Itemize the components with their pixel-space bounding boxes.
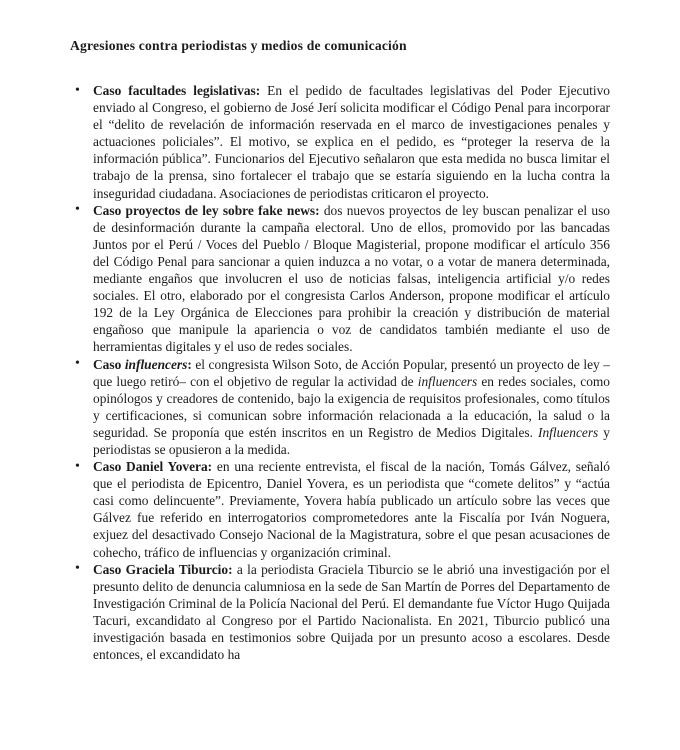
bullet-item xyxy=(70,82,610,202)
case-label: influencers xyxy=(124,356,188,372)
body-text: y periodistas se opusieron a la medida. xyxy=(93,424,611,457)
body-text: influencers xyxy=(417,373,478,389)
bullet-item xyxy=(70,561,610,664)
case-label: Caso Daniel Yovera: xyxy=(93,459,213,475)
body-text: el congresista Wilson Soto, de Acción Popular, presentó un proyecto de ley –que luego retiró– con el objetivo de regular la actividad de xyxy=(93,356,610,389)
case-label: : xyxy=(187,356,192,372)
body-text: Influencers xyxy=(538,424,599,440)
body-text: En el pedido de facultades legislativas del Poder Ejecutivo enviado al Congreso, el gobierno de José Jerí solicita modificar el Código Penal para incorporar el “delito de revelación de información reservada en el marco de investigaciones penales y actuaciones policiales”. El motivo, se explica en el pedido, es “proteger la reserva de la información pública”. Funcionarios del Ejecutivo señalaron que esta medida no busca limitar el trabajo de la prensa, sino fortalecer el trabajo que se estaría siguiendo en la lucha contra la inseguridad ciudadana. Asociaciones de periodistas criticaron el proyecto. xyxy=(93,83,610,201)
bullet-item xyxy=(70,202,610,356)
case-label: Caso xyxy=(93,356,125,372)
bullet-item xyxy=(70,458,610,561)
case-label: Caso facultades legislativas: xyxy=(93,83,261,98)
body-text: en una reciente entrevista, el fiscal de la nación, Tomás Gálvez, señaló que el periodista de Epicentro, Daniel Yovera, es un periodista que “comete delitos” y “actúa casi como delincuente”. Previamente, Yovera había publicado un artículo sobre las veces que Gálvez fue referido en interrogatorios comprometedores ante la Fiscalía por Iván Noguera, exjuez del desactivado Consejo Nacional de la Magistratura, sobre el que pesan acusaciones de cohecho, tráfico de influencias y organización criminal. xyxy=(93,459,610,560)
body-text: a la periodista Graciela Tiburcio se le abrió una investigación por el presunto delito de denuncia calumniosa en la sede de San Martín de Porres del Departamento de Investigación Criminal de la Policía Nacional del Perú. El demandante fue Víctor Hugo Quijada Tacuri, excandidato al Congreso por el Partido Nacionalista. En 2021, Tiburcio publicó una investigación basada en testimonios sobre Quijada por un presunto acoso a escolares. Desde entonces, el excandidato ha xyxy=(93,561,610,663)
case-label: Caso proyectos de ley sobre fake news: xyxy=(93,202,320,218)
case-label: Caso Graciela Tiburcio: xyxy=(93,561,233,577)
document-title: Agresiones contra periodistas y medios de comunicación xyxy=(70,38,407,53)
bullet-list xyxy=(70,82,610,663)
body-text: en redes sociales, como opinólogos y creadores de contenido, bajo la exigencia de requisitos profesionales, como títulos y certificaciones, si comunican sobre información relacionada a la educación, la salud o la seguridad. Se proponía que estén inscritos en un Registro de Medios Digitales. xyxy=(93,373,610,440)
body-text: dos nuevos proyectos de ley buscan penalizar el uso de desinformación durante la campaña electoral. Uno de ellos, promovido por las bancadas Juntos por el Perú / Voces del Pueblo / Bloque Magisterial, propone modificar el artículo 356 del Código Penal para sancionar a quien induzca a no votar, o a votar de manera determinada, mediante engaños que involucren el uso de noticias falsas, inteligencia artificial y/o redes sociales. El otro, elaborado por el congresista Carlos Anderson, propone modificar el artículo 192 de la Ley Orgánica de Elecciones para prohibir la creación y distribución de material engañoso que manipule la apariencia o voz de candidatos también mediante el uso de herramientas digitales y el uso de redes sociales. xyxy=(93,202,610,355)
bullet-item xyxy=(70,356,610,459)
